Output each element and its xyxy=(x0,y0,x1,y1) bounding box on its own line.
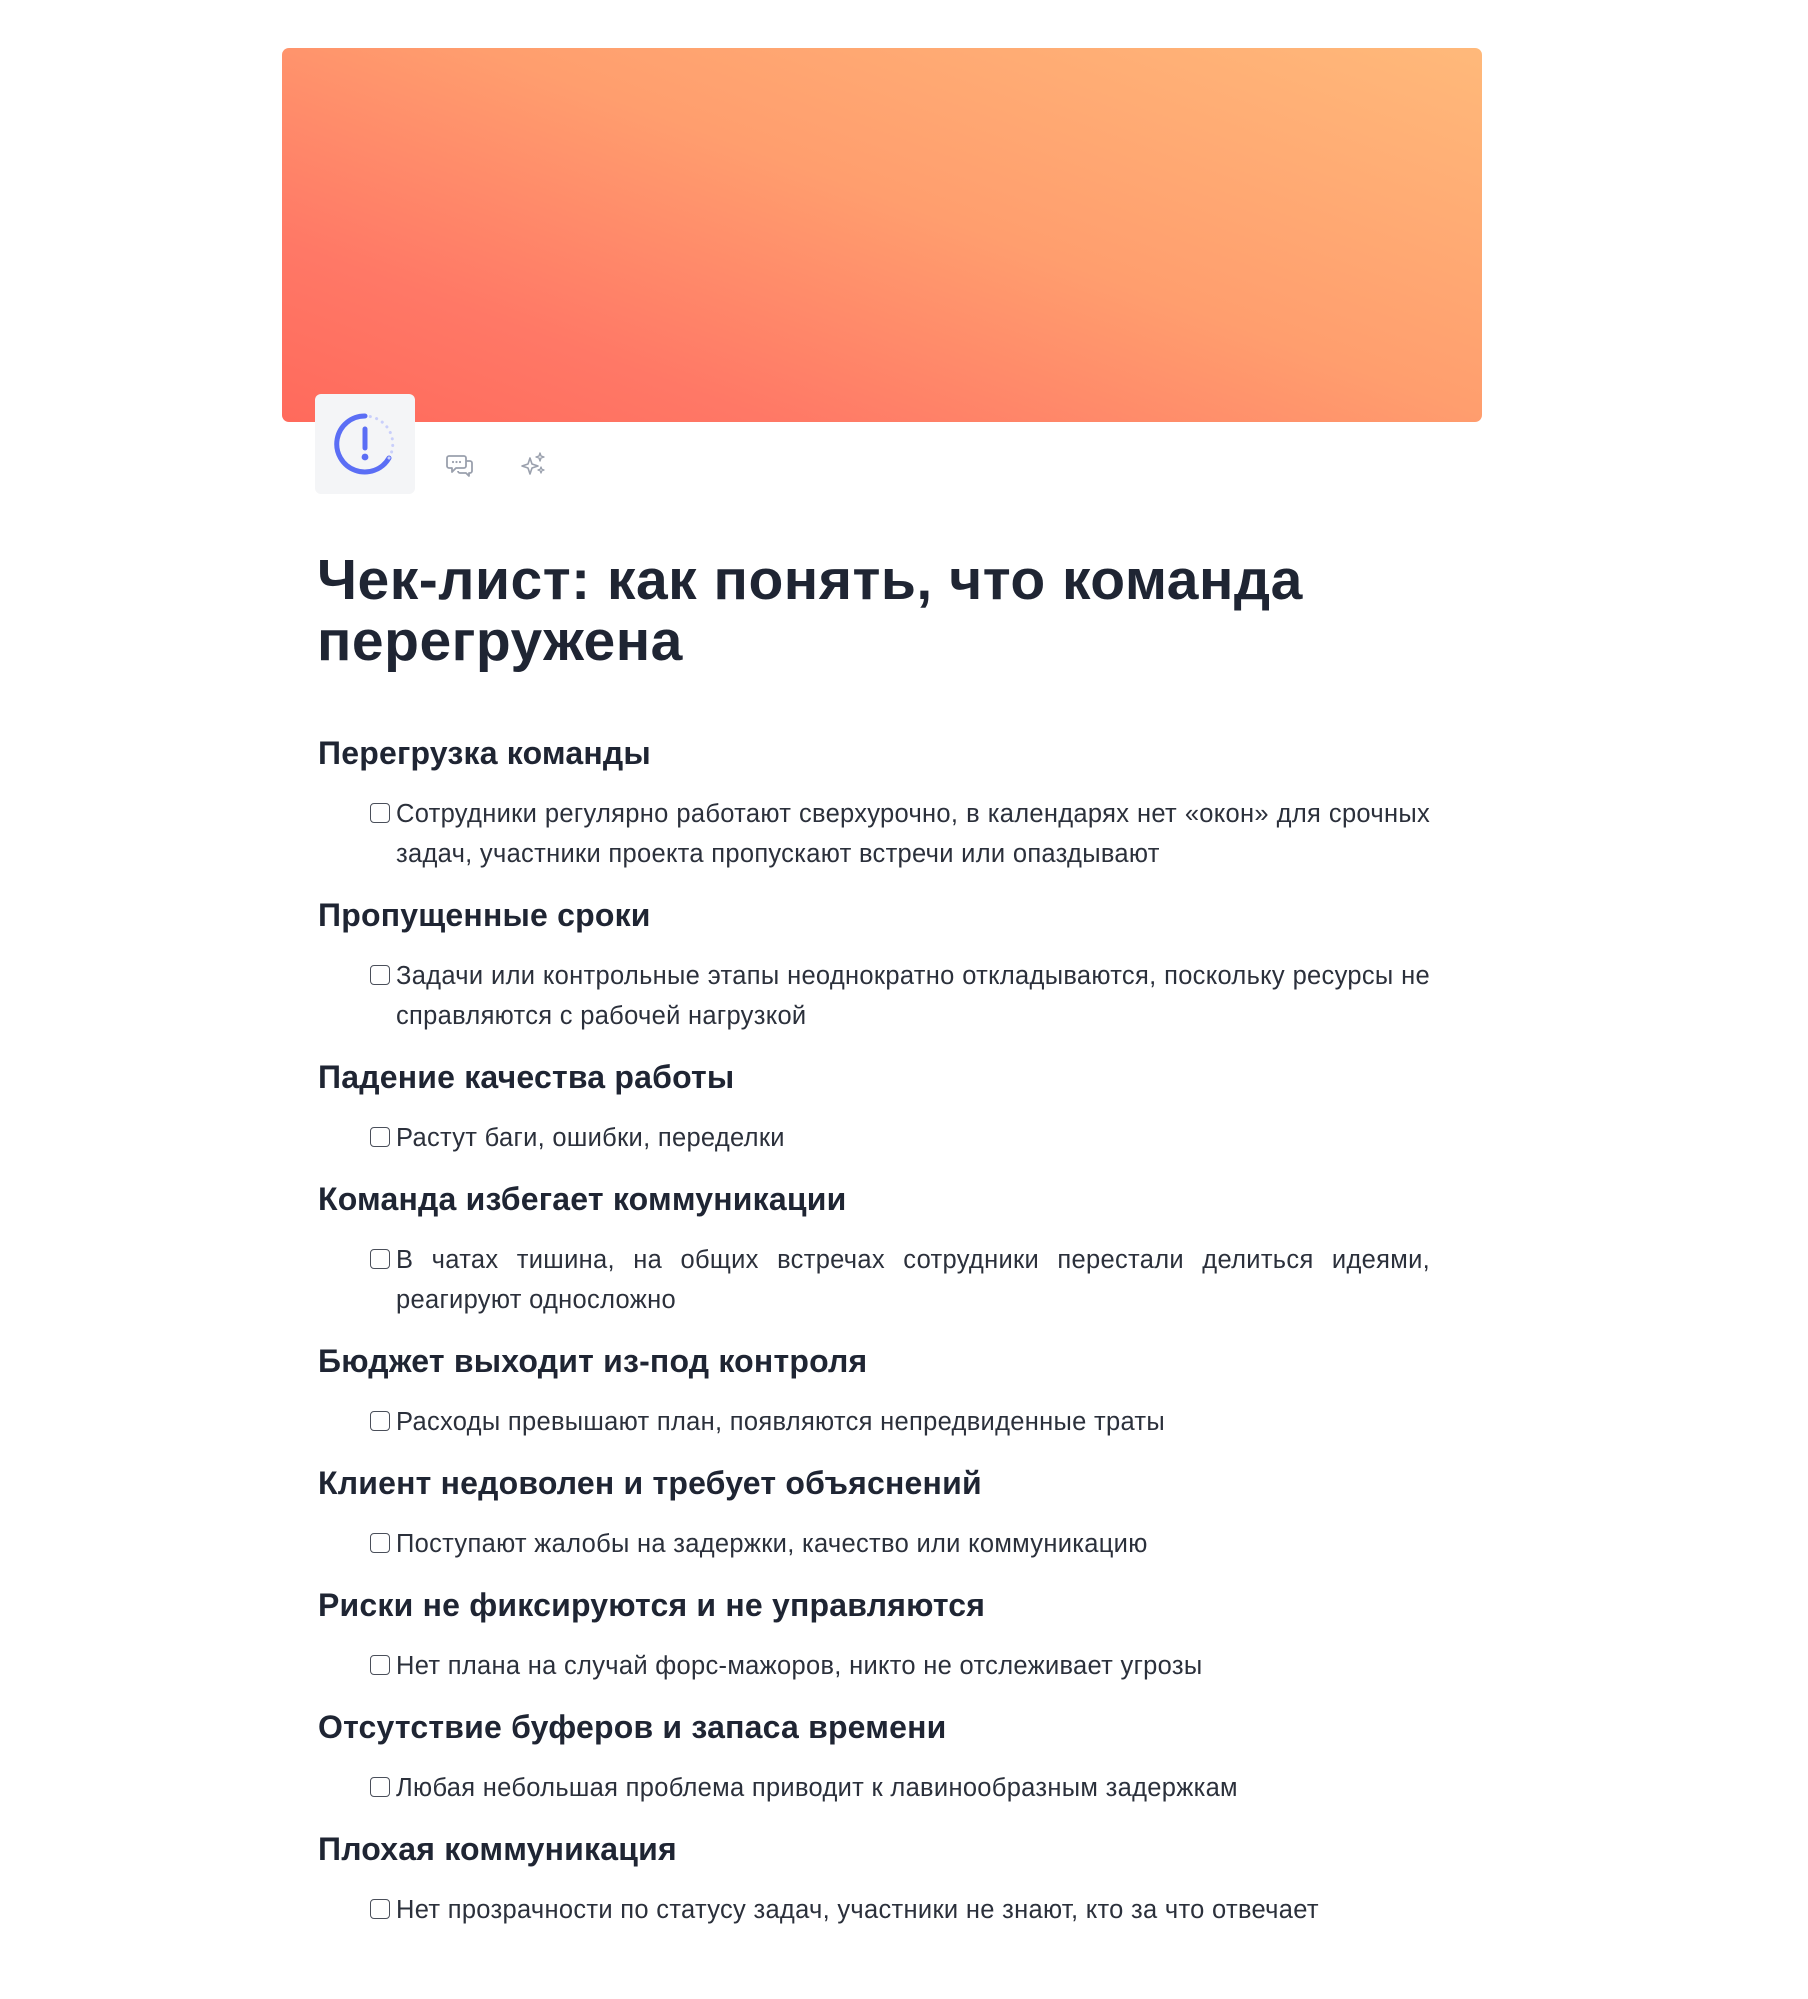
task-item xyxy=(317,794,1437,874)
page-content xyxy=(317,550,1437,1952)
task-text[interactable]: Растут баги, ошибки, переделки xyxy=(396,1124,785,1152)
section-heading: Команда избегает коммуникации xyxy=(318,1181,847,1217)
task-checkbox[interactable] xyxy=(370,1899,390,1919)
checklist-section xyxy=(317,1708,1437,1808)
task-text[interactable]: Любая небольшая проблема приводит к лавинообразным задержкам xyxy=(396,1774,1238,1802)
checklist-section xyxy=(317,734,1437,874)
page-cover[interactable] xyxy=(282,48,1482,422)
page-icon[interactable] xyxy=(315,394,415,494)
section-heading: Риски не фиксируются и не управляются xyxy=(318,1587,986,1623)
alert-circle-icon xyxy=(331,410,399,478)
comment-icon[interactable] xyxy=(443,448,477,482)
task-checkbox[interactable] xyxy=(370,1655,390,1675)
task-checkbox[interactable] xyxy=(370,965,390,985)
section-heading: Клиент недоволен и требует объяснений xyxy=(318,1465,982,1501)
task-checkbox[interactable] xyxy=(370,1249,390,1269)
page-title[interactable]: Чек-лист: как понять, что команда перегружена xyxy=(317,548,1303,673)
checklist-section xyxy=(317,1180,1437,1320)
section-heading: Плохая коммуникация xyxy=(318,1831,677,1867)
task-checkbox[interactable] xyxy=(370,803,390,823)
task-item xyxy=(317,1118,1437,1158)
task-text[interactable]: Расходы превышают план, появляются непредвиденные траты xyxy=(396,1408,1166,1436)
checklist-section xyxy=(317,1830,1437,1930)
task-text[interactable]: В чатах тишина, на общих встречах сотрудники перестали делиться идеями, реагируют односложно xyxy=(396,1246,1430,1314)
task-checkbox[interactable] xyxy=(370,1411,390,1431)
task-item xyxy=(317,1402,1437,1442)
checklist-section xyxy=(317,896,1437,1036)
section-heading: Пропущенные сроки xyxy=(318,897,651,933)
section-heading: Перегрузка команды xyxy=(318,735,651,771)
checklist-section xyxy=(317,1586,1437,1686)
checklist-section xyxy=(317,1058,1437,1158)
task-item xyxy=(317,956,1437,1036)
section-heading: Отсутствие буферов и запаса времени xyxy=(318,1709,947,1745)
section-heading: Бюджет выходит из-под контроля xyxy=(318,1343,868,1379)
checklist-sections xyxy=(317,734,1437,1930)
task-checkbox[interactable] xyxy=(370,1777,390,1797)
checklist-section xyxy=(317,1342,1437,1442)
task-item xyxy=(317,1524,1437,1564)
task-checkbox[interactable] xyxy=(370,1533,390,1553)
task-item xyxy=(317,1646,1437,1686)
task-text[interactable]: Нет прозрачности по статусу задач, участники не знают, кто за что отвечает xyxy=(396,1896,1319,1924)
task-item xyxy=(317,1768,1437,1808)
task-text[interactable]: Задачи или контрольные этапы неоднократно откладываются, поскольку ресурсы не справляются с рабочей нагрузкой xyxy=(396,962,1430,1030)
task-text[interactable]: Нет плана на случай форс-мажоров, никто не отслеживает угрозы xyxy=(396,1652,1203,1680)
checklist-section xyxy=(317,1464,1437,1564)
task-checkbox[interactable] xyxy=(370,1127,390,1147)
task-text[interactable]: Сотрудники регулярно работают сверхурочно, в календарях нет «окон» для срочных задач, участники проекта пропускают встречи или опаздывают xyxy=(396,800,1430,868)
task-item xyxy=(317,1240,1437,1320)
section-heading: Падение качества работы xyxy=(318,1059,735,1095)
sparkle-icon[interactable] xyxy=(516,448,550,482)
task-text[interactable]: Поступают жалобы на задержки, качество или коммуникацию xyxy=(396,1530,1148,1558)
task-item xyxy=(317,1890,1437,1930)
